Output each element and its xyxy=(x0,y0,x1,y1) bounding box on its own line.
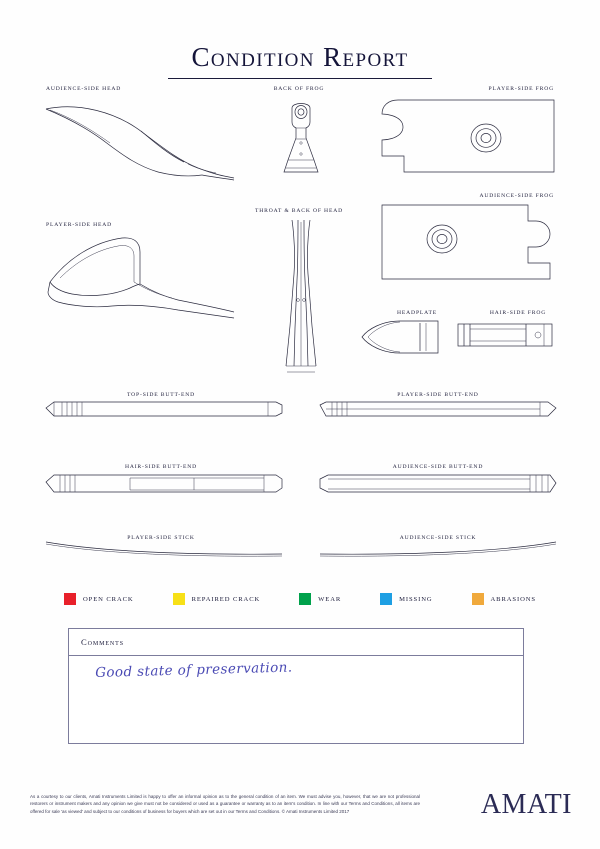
figure-headplate xyxy=(360,315,444,359)
title-divider xyxy=(168,78,432,79)
legend-swatch-open-crack xyxy=(64,593,76,605)
amati-logo: AMATI xyxy=(480,789,572,820)
figure-audience-side-stick xyxy=(318,538,558,558)
caption-throat-and-back-of-head: THROAT & BACK OF HEAD xyxy=(255,208,343,214)
comments-box[interactable] xyxy=(68,628,524,744)
caption-audience-side-stick: AUDIENCE-SIDE STICK xyxy=(399,535,477,541)
footer-disclaimer: As a courtesy to our clients, Amati Instruments Limited is happy to offer an informal opinion as to the general condition of an item. We must advise you, however, that we are not professional restorers or instrument makers and any opinion we give must not be considered or used as a guarantee or warranty as to an item's condition. In line with our Terms and Conditions, all items are offered for sale 'as viewed' and subject to our conditions of business for buyers which are set out in our Terms and Conditions. © Amati Instruments Limited 2017 xyxy=(30,794,420,814)
caption-back-of-frog: BACK OF FROG xyxy=(273,86,325,92)
caption-player-side-head: PLAYER-SIDE HEAD xyxy=(46,222,113,228)
figure-hair-side-butt-end xyxy=(44,470,284,498)
page-title: Condition Report xyxy=(191,42,409,72)
caption-audience-side-butt-end: AUDIENCE-SIDE BUTT-END xyxy=(392,464,484,470)
figure-throat-and-back-of-head xyxy=(276,216,326,374)
legend-item-open-crack xyxy=(64,593,134,605)
figure-hair-side-frog xyxy=(456,318,556,352)
legend-item-repaired-crack xyxy=(173,593,261,605)
caption-audience-side-head: AUDIENCE-SIDE HEAD xyxy=(46,86,122,92)
legend-label-missing: MISSING xyxy=(399,595,433,603)
figure-audience-side-butt-end xyxy=(318,470,558,498)
figure-player-side-butt-end xyxy=(318,398,558,420)
caption-hair-side-butt-end: HAIR-SIDE BUTT-END xyxy=(124,464,198,470)
comments-header xyxy=(69,629,523,656)
figure-audience-side-frog xyxy=(378,201,554,283)
legend-item-missing xyxy=(380,593,432,605)
comments-heading: Comments xyxy=(81,637,124,647)
legend-swatch-wear xyxy=(299,593,311,605)
figure-back-of-frog xyxy=(278,98,324,176)
caption-player-side-stick: PLAYER-SIDE STICK xyxy=(127,535,195,541)
figure-player-side-head xyxy=(38,232,238,327)
legend-swatch-repaired-crack xyxy=(173,593,185,605)
figure-top-side-butt-end xyxy=(44,398,284,420)
figure-audience-side-head xyxy=(38,96,238,191)
caption-player-side-butt-end: PLAYER-SIDE BUTT-END xyxy=(397,392,479,398)
legend xyxy=(64,589,536,609)
figure-player-side-stick xyxy=(44,538,284,558)
caption-hair-side-frog: HAIR-SIDE FROG xyxy=(489,310,547,316)
legend-label-wear: WEAR xyxy=(318,595,342,603)
legend-item-abrasions xyxy=(472,593,536,605)
caption-top-side-butt-end: TOP-SIDE BUTT-END xyxy=(126,392,196,398)
comments-value: Good state of preservation. xyxy=(95,659,293,681)
legend-label-open-crack: OPEN CRACK xyxy=(83,595,134,603)
legend-swatch-abrasions xyxy=(472,593,484,605)
figure-player-side-frog xyxy=(378,94,554,176)
caption-player-side-frog: PLAYER-SIDE FROG xyxy=(488,86,554,92)
legend-swatch-missing xyxy=(380,593,392,605)
caption-headplate: HEADPLATE xyxy=(397,310,437,316)
legend-label-repaired-crack: REPAIRED CRACK xyxy=(191,595,261,603)
legend-item-wear xyxy=(299,593,341,605)
caption-audience-side-frog: AUDIENCE-SIDE FROG xyxy=(479,193,554,199)
legend-label-abrasions: ABRASIONS xyxy=(490,595,536,603)
